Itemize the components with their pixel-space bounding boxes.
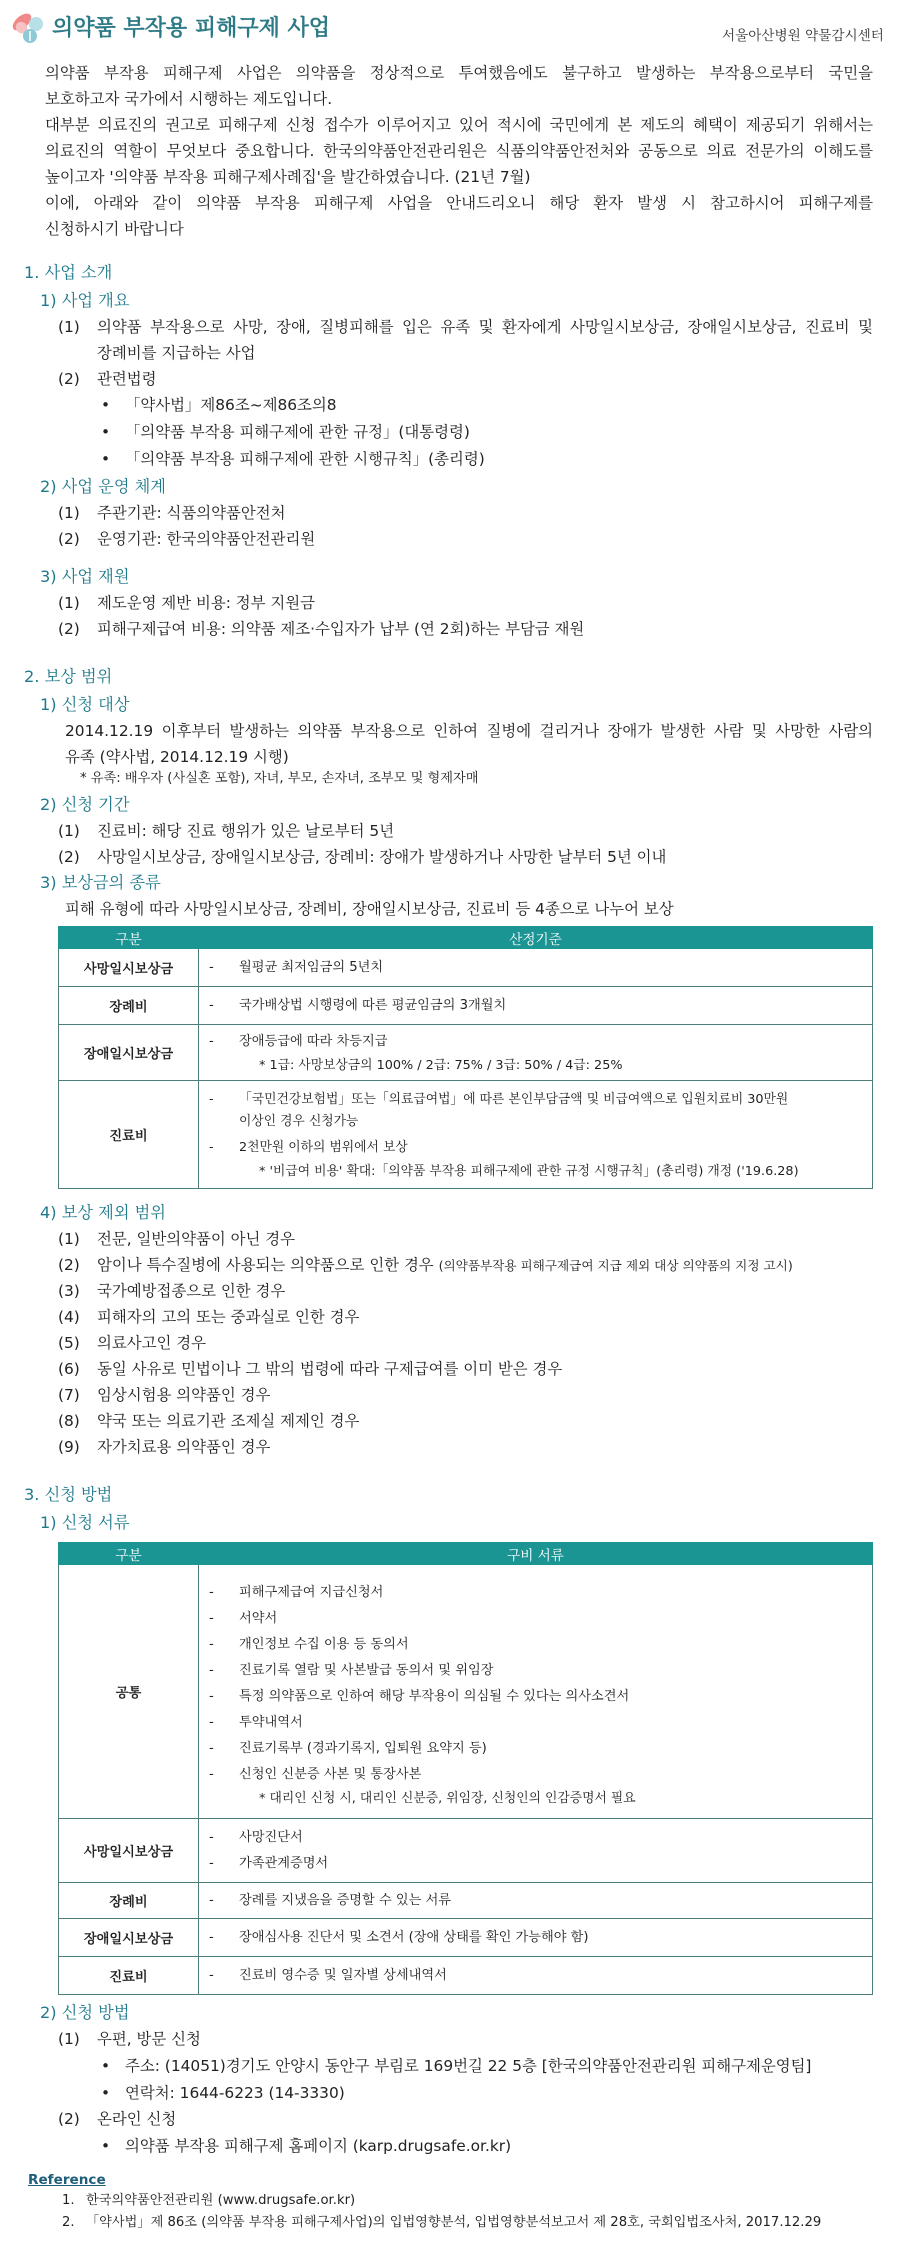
document-item: 서약서 — [239, 1610, 278, 1626]
reference-title: Reference — [28, 2172, 106, 2188]
item-number: (1) — [58, 2030, 80, 2048]
dash: - — [209, 1714, 214, 1730]
exclusion-item: 전문, 일반의약품이 아닌 경우 — [97, 1230, 295, 1248]
item-number: (6) — [58, 1360, 80, 1378]
reference-number: 1. — [62, 2193, 75, 2208]
item-number: (1) — [58, 318, 80, 336]
criteria-text: 장애등급에 따라 차등지급 — [239, 1033, 388, 1049]
website-item[interactable]: • 의약품 부작용 피해구제 홈페이지 (karp.drugsafe.or.kr) — [125, 2133, 511, 2159]
row-content — [199, 1081, 873, 1189]
intro-line: 이에, 아래와 같이 의약품 부작용 피해구제 사업을 안내드리오니 해당 환자 발생 시 참고하시어 피해구제를 — [45, 194, 873, 212]
document-item: 피해구제급여 지급신청서 — [239, 1584, 384, 1600]
intro-line: 대부분 의료진의 권고로 피해구제 신청 접수가 이루어지고 있어 적시에 국민에게 본 제도의 혜택이 제공되기 위해서는 — [45, 116, 873, 134]
bereaved-note: * 유족: 배우자 (사실혼 포함), 자녀, 부모, 손자녀, 조부모 및 형제자매 — [80, 771, 479, 786]
table-row — [59, 987, 873, 1025]
item-number: (1) — [58, 504, 80, 522]
reference-number: 2. — [62, 2215, 75, 2230]
law-item: • 「약사법」제86조~제86조의8 — [125, 392, 337, 418]
criteria-text: 「국민건강보험법」또는「의료급여법」에 따른 본인부담금액 및 비급여액으로 입원치료비 30만원 — [239, 1091, 789, 1107]
dash: - — [209, 1929, 214, 1945]
item-number: (4) — [58, 1308, 80, 1326]
sec2-sub3-title: 3) 보상금의 종류 — [40, 873, 161, 892]
dash: - — [209, 1892, 214, 1908]
criteria-text: 월평균 최저임금의 5년치 — [239, 959, 384, 975]
dash: - — [209, 1688, 214, 1704]
row-label: 장애일시보상금 — [59, 1919, 199, 1957]
dash: - — [209, 1636, 214, 1652]
item-number: (2) — [58, 620, 80, 638]
criteria-text: 국가배상법 시행령에 따른 평균임금의 3개월치 — [239, 997, 507, 1013]
intro-line: 높이고자 '의약품 부작용 피해구제사례집'을 발간하였습니다. (21년 7월) — [45, 168, 531, 186]
document-item: 장애심사용 진단서 및 소견서 (장애 상태를 확인 가능해야 함) — [239, 1929, 589, 1945]
dash: - — [209, 1139, 214, 1155]
document-item: 투약내역서 — [239, 1714, 303, 1730]
exclusion-item: 동일 사유로 민법이나 그 밖의 법령에 따라 구제급여를 이미 받은 경우 — [97, 1360, 563, 1378]
exclusion-item: 국가예방접종으로 인한 경우 — [97, 1282, 286, 1300]
compensation-table — [58, 926, 873, 1189]
exclusion-item: 약국 또는 의료기관 조제실 제제인 경우 — [97, 1412, 360, 1430]
sec2-sub2-title: 2) 신청 기간 — [40, 795, 130, 814]
document-item: 진료비 영수증 및 일자별 상세내역서 — [239, 1967, 447, 1983]
overview-line: 장례비를 지급하는 사업 — [97, 344, 256, 362]
dash: - — [209, 1766, 214, 1782]
row-content — [199, 949, 873, 987]
sec3-sub1-title: 1) 신청 서류 — [40, 1513, 130, 1532]
exclusion-item: 자가치료용 의약품인 경우 — [97, 1438, 271, 1456]
row-content — [199, 1025, 873, 1081]
item-number: (1) — [58, 822, 80, 840]
row-label: 사망일시보상금 — [59, 1819, 199, 1883]
row-label: 진료비 — [59, 1081, 199, 1189]
dash: - — [209, 997, 214, 1013]
dash: - — [209, 1033, 214, 1049]
sec2-sub4-title: 4) 보상 제외 범위 — [40, 1203, 166, 1222]
sec2-sub1-title: 1) 신청 대상 — [40, 695, 130, 714]
item-number: (3) — [58, 1282, 80, 1300]
table-row — [59, 1819, 873, 1883]
exclusion-text: 암이나 특수질병에 사용되는 의약품으로 인한 경우 — [97, 1256, 434, 1274]
document-item: 가족관계증명서 — [239, 1855, 329, 1871]
table-row — [59, 1081, 873, 1189]
item-number: (2) — [58, 2110, 80, 2128]
pill-logo-icon — [6, 4, 50, 48]
table-row — [59, 1883, 873, 1919]
law-item: • 「의약품 부작용 피해구제에 관한 시행규칙」(총리령) — [125, 446, 485, 472]
criteria-text: 2천만원 이하의 범위에서 보상 — [239, 1139, 408, 1155]
item-number: (1) — [58, 594, 80, 612]
item-number: (8) — [58, 1412, 80, 1430]
period-item: 사망일시보상금, 장애일시보상금, 장례비: 장애가 발생하거나 사망한 날부터 5년 이내 — [97, 848, 667, 866]
row-label: 장례비 — [59, 987, 199, 1025]
dash: - — [209, 1740, 214, 1756]
row-label: 진료비 — [59, 1957, 199, 1995]
item-number: (9) — [58, 1438, 80, 1456]
row-content — [199, 987, 873, 1025]
section-3-title: 3. 신청 방법 — [24, 1485, 113, 1504]
item-number: (2) — [58, 848, 80, 866]
dash: - — [209, 1855, 214, 1871]
document-item: 진료기록부 (경과기록지, 입퇴원 요약지 등) — [239, 1740, 487, 1756]
table-header-criteria: 산정기준 — [199, 927, 873, 949]
document-note: * 대리인 신청 시, 대리인 신분증, 위임장, 신청인의 인감증명서 필요 — [259, 1790, 636, 1806]
operating-org-item: 운영기관: 한국의약품안전관리원 — [97, 530, 316, 548]
compensation-types-text: 피해 유형에 따라 사망일시보상금, 장례비, 장애일시보상금, 진료비 등 4종으로 나누어 보상 — [65, 900, 674, 918]
item-number: (2) — [58, 1256, 80, 1274]
sec1-overview-text — [97, 314, 873, 366]
section-1-title: 1. 사업 소개 — [24, 263, 113, 282]
row-content — [199, 1565, 873, 1819]
reference-item: 「약사법」제 86조 (의약품 부작용 피해구제사업)의 입법영향분석, 입법영향분석보고서 제 28호, 국회입법조사처, 2017.12.29 — [86, 2215, 822, 2230]
sec3-sub2-title: 2) 신청 방법 — [40, 2003, 130, 2022]
intro-paragraph — [45, 60, 873, 242]
eligibility-text — [65, 718, 873, 770]
operating-org-item: 주관기관: 식품의약품안전처 — [97, 504, 286, 522]
exclusion-note: (의약품부작용 피해구제급여 지급 제외 대상 의약품의 지정 고시) — [438, 1258, 793, 1273]
page-title: 의약품 부작용 피해구제 사업 — [52, 16, 331, 41]
table-header-category: 구분 — [59, 927, 199, 949]
row-content — [199, 1819, 873, 1883]
criteria-note: * 1급: 사망보상금의 100% / 2급: 75% / 3급: 50% / 4급: 25% — [259, 1057, 623, 1073]
intro-line: 신청하시기 바랍니다 — [45, 220, 184, 238]
sec1-sub1-title: 1) 사업 개요 — [40, 291, 130, 310]
period-item: 진료비: 해당 진료 행위가 있은 날로부터 5년 — [97, 822, 395, 840]
table-header-category: 구분 — [59, 1543, 199, 1565]
table-row — [59, 949, 873, 987]
funding-item: 제도운영 제반 비용: 정부 지원금 — [97, 594, 316, 612]
table-row — [59, 1565, 873, 1819]
organization-name: 서울아산병원 약물감시센터 — [722, 28, 884, 44]
table-header-documents: 구비 서류 — [199, 1543, 873, 1565]
row-content — [199, 1883, 873, 1919]
online-label: 온라인 신청 — [97, 2110, 177, 2128]
exclusion-item: 의료사고인 경우 — [97, 1334, 206, 1352]
row-label: 사망일시보상금 — [59, 949, 199, 987]
law-item: • 「의약품 부작용 피해구제에 관한 규정」(대통령령) — [125, 419, 470, 445]
table-row — [59, 1025, 873, 1081]
exclusion-item: 피해자의 고의 또는 중과실로 인한 경우 — [97, 1308, 360, 1326]
item-number: (2) — [58, 530, 80, 548]
exclusion-item — [97, 1252, 793, 1279]
criteria-note: * '비급여 비용' 확대:「의약품 부작용 피해구제에 관한 규정 시행규칙」(총리령) 개정 ('19.6.28) — [259, 1163, 799, 1179]
overview-line: 의약품 부작용으로 사망, 장애, 질병피해를 입은 유족 및 환자에게 사망일시보상금, 장애일시보상금, 진료비 및 — [97, 318, 873, 336]
table-row — [59, 1919, 873, 1957]
eligibility-line: 2014.12.19 이후부터 발생하는 의약품 부작용으로 인하여 질병에 걸리거나 장애가 발생한 사람 및 사망한 사람의 — [65, 722, 873, 740]
document-item: 사망진단서 — [239, 1829, 303, 1845]
criteria-text: 이상인 경우 신청가능 — [239, 1113, 359, 1129]
item-number: (1) — [58, 1230, 80, 1248]
item-number: (7) — [58, 1386, 80, 1404]
intro-line: 보호하고자 국가에서 시행하는 제도입니다. — [45, 90, 333, 108]
sec1-sub3-title: 3) 사업 재원 — [40, 567, 130, 586]
exclusion-item: 임상시험용 의약품인 경우 — [97, 1386, 271, 1404]
row-content — [199, 1957, 873, 1995]
row-label: 공통 — [59, 1565, 199, 1819]
eligibility-line: 유족 (약사법, 2014.12.19 시행) — [65, 748, 289, 766]
document-item: 개인정보 수집 이용 등 동의서 — [239, 1636, 409, 1652]
dash: - — [209, 1662, 214, 1678]
item-number: (2) — [58, 370, 80, 388]
document-item: 특정 의약품으로 인하여 해당 부작용이 의심될 수 있다는 의사소견서 — [239, 1688, 630, 1704]
item-number: (5) — [58, 1334, 80, 1352]
document-item: 장례를 지냈음을 증명할 수 있는 서류 — [239, 1892, 452, 1908]
phone-item: • 연락처: 1644-6223 (14-3330) — [125, 2080, 345, 2106]
intro-line: 의료진의 역할이 무엇보다 중요합니다. 한국의약품안전관리원은 식품의약품안전처와 공동으로 의료 전문가의 이해도를 — [45, 142, 873, 160]
dash: - — [209, 1967, 214, 1983]
related-law-label: 관련법령 — [97, 370, 157, 388]
reference-item: 한국의약품안전관리원 (www.drugsafe.or.kr) — [86, 2193, 356, 2208]
intro-line: 의약품 부작용 피해구제 사업은 의약품을 정상적으로 투여했음에도 불구하고 발생하는 부작용으로부터 국민을 — [45, 64, 873, 82]
dash: - — [209, 1829, 214, 1845]
sec1-sub2-title: 2) 사업 운영 체계 — [40, 477, 166, 496]
dash: - — [209, 1610, 214, 1626]
dash: - — [209, 1584, 214, 1600]
table-row — [59, 1957, 873, 1995]
dash: - — [209, 1091, 214, 1107]
row-label: 장애일시보상금 — [59, 1025, 199, 1081]
section-2-title: 2. 보상 범위 — [24, 667, 113, 686]
funding-item: 피해구제급여 비용: 의약품 제조·수입자가 납부 (연 2회)하는 부담금 재원 — [97, 620, 585, 638]
mail-visit-label: 우편, 방문 신청 — [97, 2030, 201, 2048]
document-item: 진료기록 열람 및 사본발급 동의서 및 위임장 — [239, 1662, 494, 1678]
required-documents-table — [58, 1542, 873, 1995]
address-item: • 주소: (14051)경기도 안양시 동안구 부림로 169번길 22 5층 [한국의약품안전관리원 피해구제운영팀] — [125, 2053, 811, 2079]
row-label: 장례비 — [59, 1883, 199, 1919]
dash: - — [209, 959, 214, 975]
document-item: 신청인 신분증 사본 및 통장사본 — [239, 1766, 422, 1782]
row-content — [199, 1919, 873, 1957]
